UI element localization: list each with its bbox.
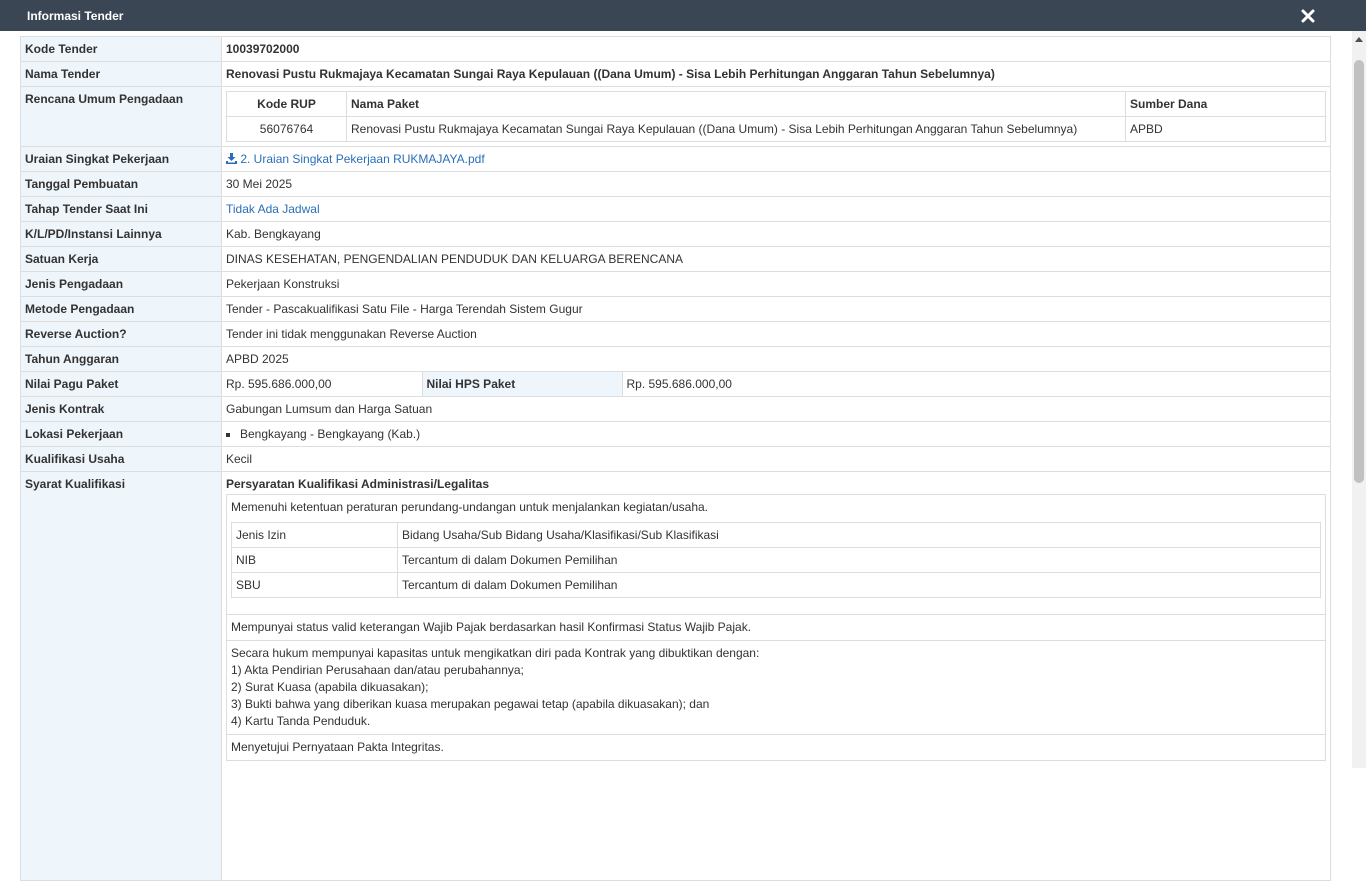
table-row: [227, 117, 1326, 142]
value-nama-tender: Renovasi Pustu Rukmajaya Kecamatan Sungai Raya Kepulauan ((Dana Umum) - Sisa Lebih Perhitungan Anggaran Tahun Sebelumnya): [222, 62, 1331, 87]
label-kode-tender: Kode Tender: [21, 37, 222, 62]
row-tahap: [21, 197, 1331, 222]
row-uraian: [21, 147, 1331, 172]
row-kontrak: [21, 397, 1331, 422]
list-item: [227, 615, 1326, 641]
label-metode: Metode Pengadaan: [21, 297, 222, 322]
modal-header: [0, 0, 1366, 31]
row-satker: [21, 247, 1331, 272]
rup-header-nama: Nama Paket: [347, 92, 1126, 117]
value-kode-tender: 10039702000: [222, 37, 1331, 62]
izin-header-jenis: Jenis Izin: [232, 523, 398, 548]
row-tahun: [21, 347, 1331, 372]
tender-info-table: [20, 36, 1331, 881]
scroll-up-arrow-icon[interactable]: [1355, 37, 1363, 42]
izin-header-row: [232, 523, 1321, 548]
syarat-req1-cell: [227, 495, 1326, 615]
row-nama-tender: [21, 62, 1331, 87]
value-tanggal: 30 Mei 2025: [222, 172, 1331, 197]
modal-body: [20, 36, 1331, 881]
row-lokasi: [21, 422, 1331, 447]
label-pagu: Nilai Pagu Paket: [21, 372, 222, 397]
label-kualifikasi-usaha: Kualifikasi Usaha: [21, 447, 222, 472]
uraian-file-name: 2. Uraian Singkat Pekerjaan RUKMAJAYA.pdf: [240, 152, 485, 166]
rup-nama: Renovasi Pustu Rukmajaya Kecamatan Sungai Raya Kepulauan ((Dana Umum) - Sisa Lebih Perhitungan Anggaran Tahun Sebelumnya): [347, 117, 1126, 142]
rup-table: [226, 91, 1326, 142]
rup-header-kode: Kode RUP: [227, 92, 347, 117]
row-reverse: [21, 322, 1331, 347]
value-kontrak: Gabungan Lumsum dan Harga Satuan: [222, 397, 1331, 422]
label-instansi: K/L/PD/Instansi Lainnya: [21, 222, 222, 247]
value-metode: Tender - Pascakualifikasi Satu File - Harga Terendah Sistem Gugur: [222, 297, 1331, 322]
label-nama-tender: Nama Tender: [21, 62, 222, 87]
list-item: [227, 735, 1326, 761]
izin-table: [231, 522, 1321, 598]
row-kualifikasi-usaha: [21, 447, 1331, 472]
value-rup: [222, 87, 1331, 147]
value-syarat: [222, 472, 1331, 881]
pagu-value: Rp. 595.686.000,00: [222, 372, 422, 396]
table-row: [232, 573, 1321, 598]
table-row: [232, 548, 1321, 573]
syarat-req3-line: 2) Surat Kuasa (apabila dikuasakan);: [231, 680, 429, 694]
label-syarat: Syarat Kualifikasi: [21, 472, 222, 881]
label-tanggal: Tanggal Pembuatan: [21, 172, 222, 197]
value-reverse: Tender ini tidak menggunakan Reverse Auction: [222, 322, 1331, 347]
close-icon[interactable]: [1300, 6, 1316, 24]
label-uraian: Uraian Singkat Pekerjaan: [21, 147, 222, 172]
row-rup: [21, 87, 1331, 147]
row-instansi: [21, 222, 1331, 247]
row-syarat: [21, 472, 1331, 881]
value-kualifikasi-usaha: Kecil: [222, 447, 1331, 472]
row-metode: [21, 297, 1331, 322]
hps-label: Nilai HPS Paket: [422, 372, 622, 396]
list-item: [227, 641, 1326, 735]
label-reverse: Reverse Auction?: [21, 322, 222, 347]
pagu-table: [222, 372, 1330, 396]
izin-jenis: SBU: [232, 573, 398, 598]
syarat-req3-line: Secara hukum mempunyai kapasitas untuk mengikatkan diri pada Kontrak yang dibuktikan dengan:: [231, 646, 760, 660]
list-item: [227, 495, 1326, 615]
syarat-req3-line: 1) Akta Pendirian Perusahaan dan/atau perubahannya;: [231, 663, 524, 677]
value-jenis-pengadaan: Pekerjaan Konstruksi: [222, 272, 1331, 297]
label-lokasi: Lokasi Pekerjaan: [21, 422, 222, 447]
label-kontrak: Jenis Kontrak: [21, 397, 222, 422]
scrollbar-thumb[interactable]: [1354, 60, 1364, 483]
label-satker: Satuan Kerja: [21, 247, 222, 272]
tahap-link[interactable]: Tidak Ada Jadwal: [226, 202, 320, 216]
rup-header-sumber: Sumber Dana: [1126, 92, 1326, 117]
row-tanggal: [21, 172, 1331, 197]
value-pagu: [222, 372, 1331, 397]
label-rup: Rencana Umum Pengadaan: [21, 87, 222, 147]
syarat-req4: Menyetujui Pernyataan Pakta Integritas.: [227, 735, 1326, 761]
value-uraian: [222, 147, 1331, 172]
row-pagu: [21, 372, 1331, 397]
label-tahap: Tahap Tender Saat Ini: [21, 197, 222, 222]
value-satker: DINAS KESEHATAN, PENGENDALIAN PENDUDUK DAN KELUARGA BERENCANA: [222, 247, 1331, 272]
syarat-req3: [227, 641, 1326, 735]
syarat-req3-line: 4) Kartu Tanda Penduduk.: [231, 714, 371, 728]
label-jenis-pengadaan: Jenis Pengadaan: [21, 272, 222, 297]
label-tahun: Tahun Anggaran: [21, 347, 222, 372]
rup-kode: 56076764: [227, 117, 347, 142]
modal-title: Informasi Tender: [27, 9, 124, 23]
syarat-req1: Memenuhi ketentuan peraturan perundang-undangan untuk menjalankan kegiatan/usaha.: [231, 500, 709, 514]
izin-header-bidang: Bidang Usaha/Sub Bidang Usaha/Klasifikasi/Sub Klasifikasi: [398, 523, 1321, 548]
izin-bidang: Tercantum di dalam Dokumen Pemilihan: [398, 573, 1321, 598]
list-item: ▪ Bengkayang - Bengkayang (Kab.): [240, 426, 1326, 442]
row-kode-tender: [21, 37, 1331, 62]
rup-sumber: APBD: [1126, 117, 1326, 142]
row-jenis-pengadaan: [21, 272, 1331, 297]
izin-bidang: Tercantum di dalam Dokumen Pemilihan: [398, 548, 1321, 573]
hps-value: Rp. 595.686.000,00: [626, 377, 732, 391]
scrollbar[interactable]: [1352, 31, 1366, 768]
uraian-download-link[interactable]: [226, 152, 485, 166]
syarat-table: [226, 494, 1326, 761]
syarat-req3-line: 3) Bukti bahwa yang diberikan kuasa merupakan pegawai tetap (apabila dikuasakan); dan: [231, 697, 710, 711]
value-tahap: [222, 197, 1331, 222]
izin-jenis: NIB: [232, 548, 398, 573]
rup-header-row: [227, 92, 1326, 117]
download-icon: [226, 153, 237, 164]
lokasi-list: [226, 426, 1326, 442]
value-instansi: Kab. Bengkayang: [222, 222, 1331, 247]
syarat-section-title: Persyaratan Kualifikasi Administrasi/Legalitas: [226, 477, 489, 491]
value-lokasi: [222, 422, 1331, 447]
value-tahun: APBD 2025: [222, 347, 1331, 372]
syarat-req2: Mempunyai status valid keterangan Wajib Pajak berdasarkan hasil Konfirmasi Status Wajib Pajak.: [227, 615, 1326, 641]
